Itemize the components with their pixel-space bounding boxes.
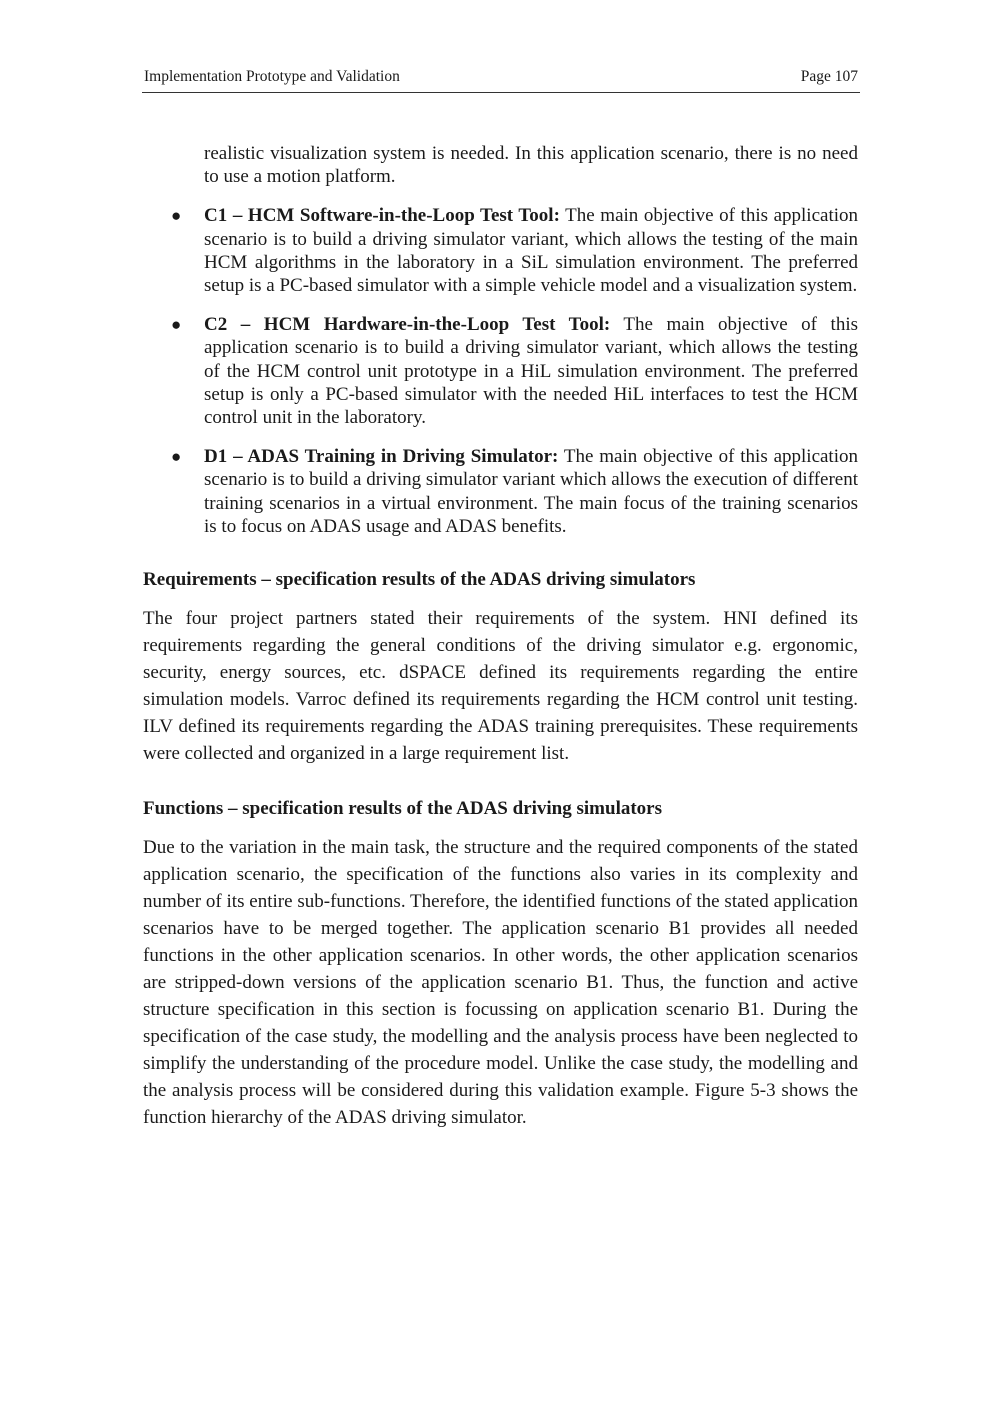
header-chapter-title: Implementation Prototype and Validation (144, 68, 400, 85)
bullet-text: The main objective of this application scenario is to build a driving simulator variant which allows the execution of different training scenarios in a virtual environment. The main focus of the training scenarios is to focus on ADAS usage and ADAS benefits. (204, 446, 858, 537)
requirements-paragraph: The four project partners stated their requirements of the system. HNI defined its requirements regarding the general conditions of the driving simulator e.g. ergonomic, security, energy sources, etc. dSPACE defined its requirements regarding the entire simulation models. Varroc defined its requirements regarding the HCM control unit testing. ILV defined its requirements regarding the ADAS training prerequisites. These requirements were collected and organized in a large requirement list. (143, 608, 858, 765)
bullet-title: D1 – ADAS Training in Driving Simulator: (204, 446, 559, 468)
bullet-text: The main objective of this application scenario is to build a driving simulator variant, which allows the testing of the HCM control unit prototype in a HiL simulation environment. The preferred setup is only a PC-based simulator with the needed HiL interfaces to test the HCM control unit in the laboratory. (204, 314, 858, 429)
bullet-item-d1 (143, 445, 858, 538)
bullet-title: C1 – HCM Software-in-the-Loop Test Tool: (204, 205, 560, 227)
bullet-icon: ● (171, 315, 182, 335)
bullet-item-c1 (143, 204, 858, 297)
bullet-icon: ● (171, 206, 182, 226)
bullet-text: The main objective of this application scenario is to build a driving simulator variant, which allows the testing of the main HCM algorithms in the laboratory in a SiL simulation environment. The preferred setup is a PC-based simulator with a simple vehicle model and a visualization system. (204, 205, 858, 297)
bullet-item-c2 (143, 313, 858, 429)
functions-heading: Functions – specification results of the ADAS driving simulators (143, 798, 663, 820)
bullet-title: C2 – HCM Hardware-in-the-Loop Test Tool: (204, 314, 611, 336)
continuation-paragraph: realistic visualization system is needed. In this application scenario, there is no need to use a motion platform. (204, 143, 858, 188)
scenario-bullet-list (143, 204, 858, 538)
page-content (143, 142, 858, 1131)
bullet-icon: ● (171, 447, 182, 467)
running-header (142, 66, 860, 93)
requirements-heading: Requirements – specification results of the ADAS driving simulators (143, 569, 696, 591)
functions-paragraph: Due to the variation in the main task, the structure and the required components of the stated application scenario, the specification of the functions also varies in its complexity and number of its entire sub-functions. Therefore, the identified functions of the stated application scenarios have to be merged together. The application scenario B1 provides all needed functions in the other application scenarios. In other words, the other application scenarios are stripped-down versions of the application scenario B1. Thus, the function and active structure specification in this section is focussing on application scenario B1. During the specification of the case study, the modelling and the analysis process have been neglected to simplify the understanding of the procedure model. Unlike the case study, the modelling and the analysis process will be considered during this validation example. Figure 5-3 shows the function hierarchy of the ADAS driving simulator. (143, 837, 858, 1129)
header-page-number: Page 107 (800, 68, 858, 85)
